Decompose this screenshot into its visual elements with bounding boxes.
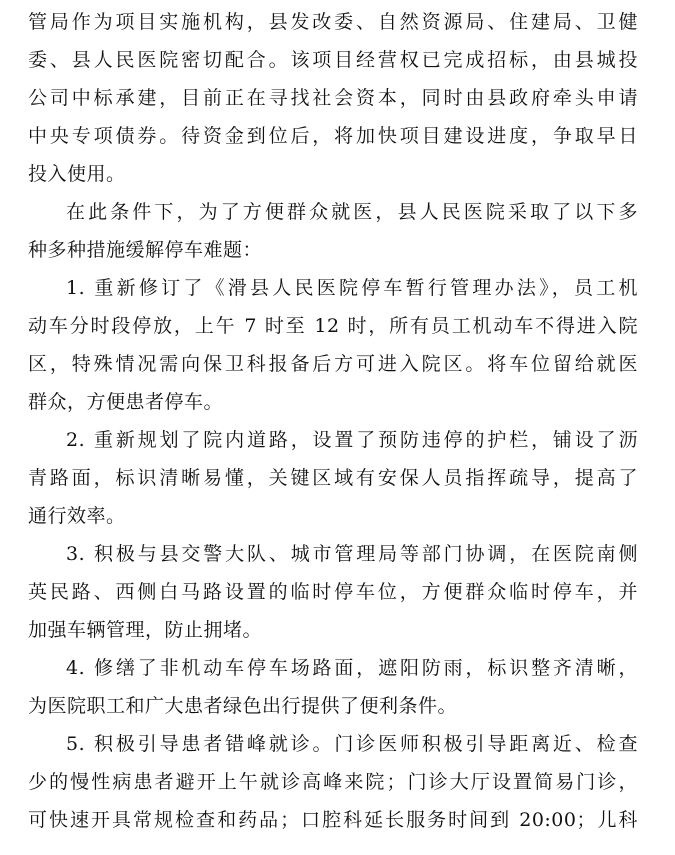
text-line: 投入使用。 bbox=[28, 163, 126, 185]
text-line: 通行效率。 bbox=[28, 505, 126, 527]
text-line: 中央专项债券。待资金到位后，将加快项目建设进度，争取早日 bbox=[28, 125, 638, 147]
text-line: 公司中标承建，目前正在寻找社会资本，同时由县政府牵头申请 bbox=[28, 87, 638, 109]
paragraph-first-line: 在此条件下，为了方便群众就医，县人民医院采取了以下多 bbox=[66, 201, 638, 223]
list-item-5-first-line: 5. 积极引导患者错峰就诊。门诊医师积极引导距离近、检查 bbox=[66, 733, 638, 755]
list-item-3-first-line: 3. 积极与县交警大队、城市管理局等部门协调，在医院南侧 bbox=[66, 543, 638, 565]
text-line: 管局作为项目实施机构，县发改委、自然资源局、住建局、卫健 bbox=[28, 11, 638, 33]
list-item-2-first-line: 2. 重新规划了院内道路，设置了预防违停的护栏，铺设了沥 bbox=[66, 429, 638, 451]
text-line: 青路面，标识清晰易懂，关键区域有安保人员指挥疏导，提高了 bbox=[28, 467, 638, 489]
text-line: 为医院职工和广大患者绿色出行提供了便利条件。 bbox=[28, 695, 458, 717]
text-line: 种多种措施缓解停车难题： bbox=[28, 239, 263, 261]
text-line: 区，特殊情况需向保卫科报备后方可进入院区。将车位留给就医 bbox=[28, 353, 638, 375]
list-item-1-first-line: 1. 重新修订了《滑县人民医院停车暂行管理办法》，员工机 bbox=[66, 277, 638, 299]
text-line: 动车分时段停放，上午 7 时至 12 时，所有员工机动车不得进入院 bbox=[28, 315, 638, 337]
text-line: 英民路、西侧白马路设置的临时停车位，方便群众临时停车，并 bbox=[28, 581, 638, 603]
text-line: 可快速开具常规检查和药品；口腔科延长服务时间到 20:00；儿科 bbox=[28, 809, 638, 831]
text-line: 少的慢性病患者避开上午就诊高峰来院；门诊大厅设置简易门诊， bbox=[28, 771, 638, 793]
text-line: 委、县人民医院密切配合。该项目经营权已完成招标，由县城投 bbox=[28, 49, 638, 71]
text-line: 群众，方便患者停车。 bbox=[28, 391, 224, 413]
text-line: 加强车辆管理，防止拥堵。 bbox=[28, 619, 263, 641]
list-item-4-first-line: 4. 修缮了非机动车停车场路面，遮阳防雨，标识整齐清晰， bbox=[66, 657, 638, 679]
